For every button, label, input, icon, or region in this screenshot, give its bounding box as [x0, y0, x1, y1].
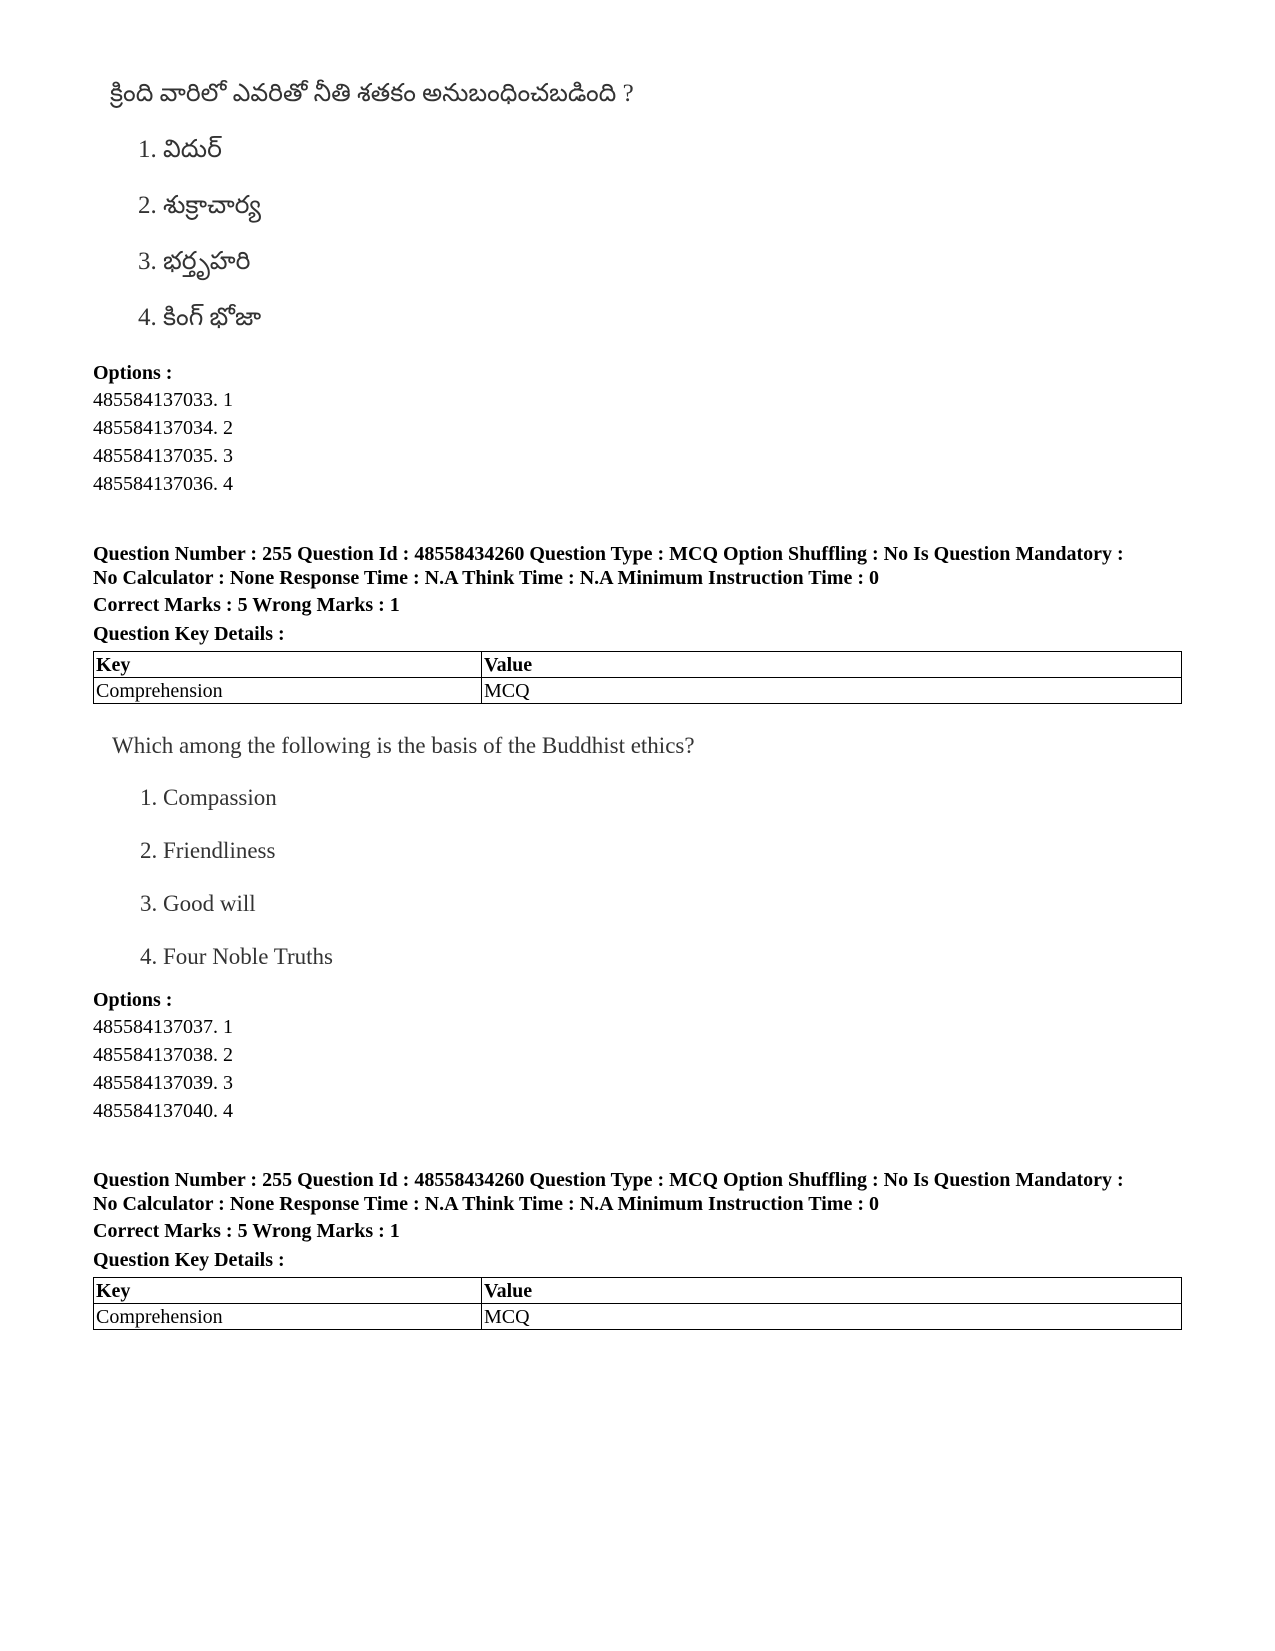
- option-1-4: 485584137036. 4: [93, 473, 233, 495]
- cell-value: MCQ: [482, 678, 1182, 704]
- meta-line-1: Question Number : 255 Question Id : 48558434260 Question Type : MCQ Option Shuffling : No Is Question Mandatory :: [93, 1169, 1124, 1191]
- key-details-table-2: [93, 1277, 1182, 1330]
- question-1-choice-1: 1. విదుర్: [138, 136, 222, 163]
- question-meta-2: [93, 1168, 1193, 1216]
- options-label-1: Options :: [93, 362, 173, 384]
- options-list-1: [93, 389, 393, 509]
- table-row: [94, 1304, 1182, 1330]
- options-list-2: [93, 1016, 393, 1136]
- question-2-stem: Which among the following is the basis of the Buddhist ethics?: [112, 733, 695, 758]
- cell-key: Comprehension: [94, 678, 482, 704]
- option-2-1: 485584137037. 1: [93, 1016, 233, 1038]
- meta-line-1: Question Number : 255 Question Id : 48558434260 Question Type : MCQ Option Shuffling : No Is Question Mandatory :: [93, 543, 1124, 565]
- question-2-image: [112, 733, 812, 969]
- meta-line-2: No Calculator : None Response Time : N.A Think Time : N.A Minimum Instruction Time : 0: [93, 567, 879, 589]
- question-2-choice-1: 1. Compassion: [140, 785, 277, 810]
- option-1-3: 485584137035. 3: [93, 445, 233, 467]
- question-2-choice-2: 2. Friendliness: [140, 838, 276, 863]
- key-details-label-2: Question Key Details :: [93, 1249, 285, 1271]
- question-1-choice-2: 2. శుక్రాచార్య: [138, 192, 261, 219]
- header-key: Key: [94, 652, 482, 678]
- question-2-choice-4: 4. Four Noble Truths: [140, 944, 333, 969]
- question-1-choice-3: 3. భర్తృహరి: [138, 248, 251, 275]
- table-row: [94, 678, 1182, 704]
- option-2-4: 485584137040. 4: [93, 1100, 233, 1122]
- header-value: Value: [482, 652, 1182, 678]
- question-1-image: [110, 80, 810, 350]
- table-header-row: [94, 1278, 1182, 1304]
- options-label-2: Options :: [93, 989, 173, 1011]
- option-2-2: 485584137038. 2: [93, 1044, 233, 1066]
- cell-value: MCQ: [482, 1304, 1182, 1330]
- question-1-stem: క్రింది వారిలో ఎవరితో నీతి శతకం అనుబంధించబడింది ?: [110, 80, 634, 107]
- key-details-table-1: [93, 651, 1182, 704]
- option-1-2: 485584137034. 2: [93, 417, 233, 439]
- table-header-row: [94, 652, 1182, 678]
- option-1-1: 485584137033. 1: [93, 389, 233, 411]
- question-2-choice-3: 3. Good will: [140, 891, 256, 916]
- cell-key: Comprehension: [94, 1304, 482, 1330]
- marks-1: Correct Marks : 5 Wrong Marks : 1: [93, 594, 400, 616]
- meta-line-2: No Calculator : None Response Time : N.A Think Time : N.A Minimum Instruction Time : 0: [93, 1193, 879, 1215]
- option-2-3: 485584137039. 3: [93, 1072, 233, 1094]
- marks-2: Correct Marks : 5 Wrong Marks : 1: [93, 1220, 400, 1242]
- question-1-choice-4: 4. కింగ్ భోజా: [138, 304, 262, 331]
- header-value: Value: [482, 1278, 1182, 1304]
- key-details-label-1: Question Key Details :: [93, 623, 285, 645]
- header-key: Key: [94, 1278, 482, 1304]
- question-meta-1: [93, 542, 1193, 590]
